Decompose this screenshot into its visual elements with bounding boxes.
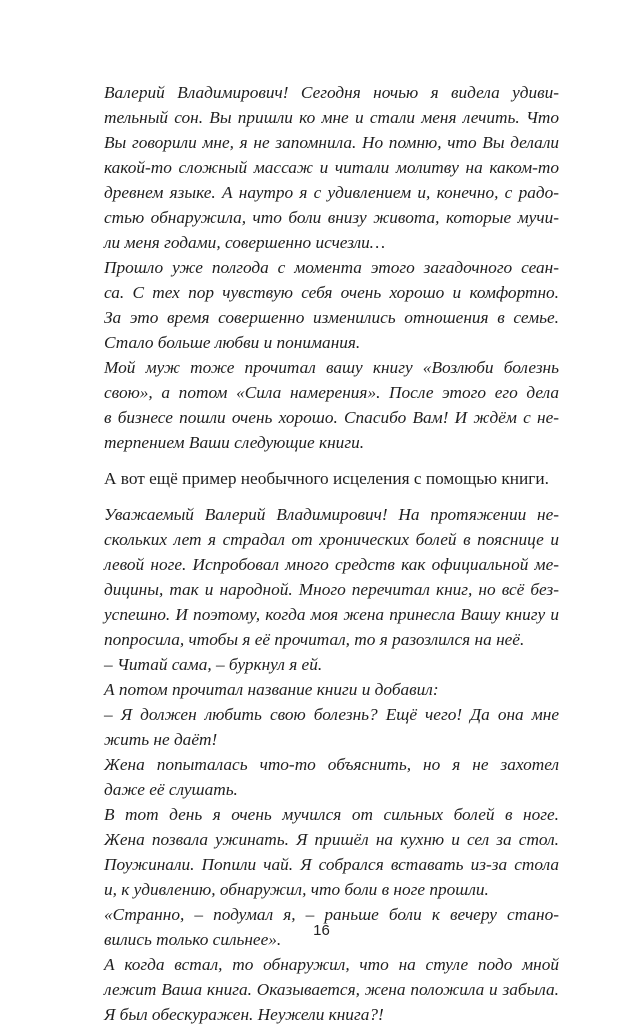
text-line: А потом прочитал название книги и добавил: — [104, 680, 439, 699]
text-line: Жена позвала ужинать. Я пришёл на кухню и сел за стол. — [104, 830, 559, 849]
letter2-paragraph-1 — [82, 502, 559, 652]
letter2-paragraph-6 — [82, 802, 559, 902]
text-line: стью обнаружила, что боли внизу живота, которые мучи- — [104, 208, 559, 227]
text-line: – Читай сама, – буркнул я ей. — [104, 655, 323, 674]
text-line: ли меня годами, совершенно исчезли… — [104, 233, 386, 252]
text-line: са. С тех пор чувствую себя очень хорошо и комфортно. — [104, 283, 559, 302]
letter2-paragraph-2 — [82, 652, 559, 677]
letter1-paragraph-2 — [82, 255, 559, 355]
text-line: «Странно, – подумал я, – раньше боли к вечеру стано- — [104, 905, 559, 924]
text-line: тельный сон. Вы пришли ко мне и стали меня лечить. Что — [104, 108, 559, 127]
text-line: попросила, чтобы я её прочитал, то я разозлился на неё. — [104, 630, 525, 649]
text-line: даже её слушать. — [104, 780, 238, 799]
text-line: Поужинали. Попили чай. Я собрался вставать из-за стола — [104, 855, 559, 874]
text-line: лежит Ваша книга. Оказывается, жена положила и забыла. — [104, 980, 559, 999]
text-line: Вы говорили мне, я не запомнила. Но помню, что Вы делали — [104, 133, 559, 152]
text-line: В тот день я очень мучился от сильных болей в ноге. — [104, 805, 559, 824]
text-line: Валерий Владимирович! Сегодня ночью я видела удиви- — [104, 83, 559, 102]
text-line: какой-то сложный массаж и читали молитву на каком-то — [104, 158, 559, 177]
text-line: Я был обескуражен. Неужели книга?! — [104, 1005, 384, 1024]
text-line: Жена попыталась что-то объяснить, но я не захотел — [104, 755, 559, 774]
text-line: Мой муж тоже прочитал вашу книгу «Возлюби болезнь — [104, 358, 559, 377]
text-line: и, к удивлению, обнаружил, что боли в ноге прошли. — [104, 880, 489, 899]
text-line: левой ноге. Испробовал много средств как официальной ме- — [104, 555, 559, 574]
text-line: терпением Ваши следующие книги. — [104, 433, 365, 452]
letter2-paragraph-5 — [82, 752, 559, 802]
text-line: А когда встал, то обнаружил, что на стуле подо мной — [104, 955, 559, 974]
text-line: Стало больше любви и понимания. — [104, 333, 361, 352]
text-line: вились только сильнее». — [104, 930, 282, 949]
text-line: успешно. И поэтому, когда моя жена принесла Вашу книгу и — [104, 605, 559, 624]
letter2-paragraph-3 — [82, 677, 559, 702]
text-column — [82, 80, 559, 1027]
text-line: Уважаемый Валерий Владимирович! На протяжении не- — [104, 505, 559, 524]
text-line: Прошло уже полгода с момента этого загадочного сеан- — [104, 258, 559, 277]
text-line: свою», а потом «Сила намерения». После этого его дела — [104, 383, 559, 402]
text-line: дицины, так и народной. Много перечитал книг, но всё без- — [104, 580, 559, 599]
text-line: скольких лет я страдал от хронических болей в пояснице и — [104, 530, 559, 549]
letter1-paragraph-3 — [82, 355, 559, 455]
letter2-paragraph-4 — [82, 702, 559, 752]
text-line: А вот ещё пример необычного исцеления с помощью книги. — [104, 469, 549, 488]
page-number: 16 — [313, 922, 330, 939]
text-line: древнем языке. А наутро я с удивлением и, конечно, с радо- — [104, 183, 559, 202]
text-line: жить не даёт! — [104, 730, 218, 749]
letter2-paragraph-8 — [82, 952, 559, 1027]
text-line: За это время совершенно изменились отношения в семье. — [104, 308, 559, 327]
text-line: в бизнесе пошли очень хорошо. Спасибо Вам! И ждём с не- — [104, 408, 559, 427]
letter1-paragraph-1 — [82, 80, 559, 255]
intro-paragraph — [82, 466, 559, 491]
text-line: – Я должен любить свою болезнь? Ещё чего! Да она мне — [104, 705, 559, 724]
